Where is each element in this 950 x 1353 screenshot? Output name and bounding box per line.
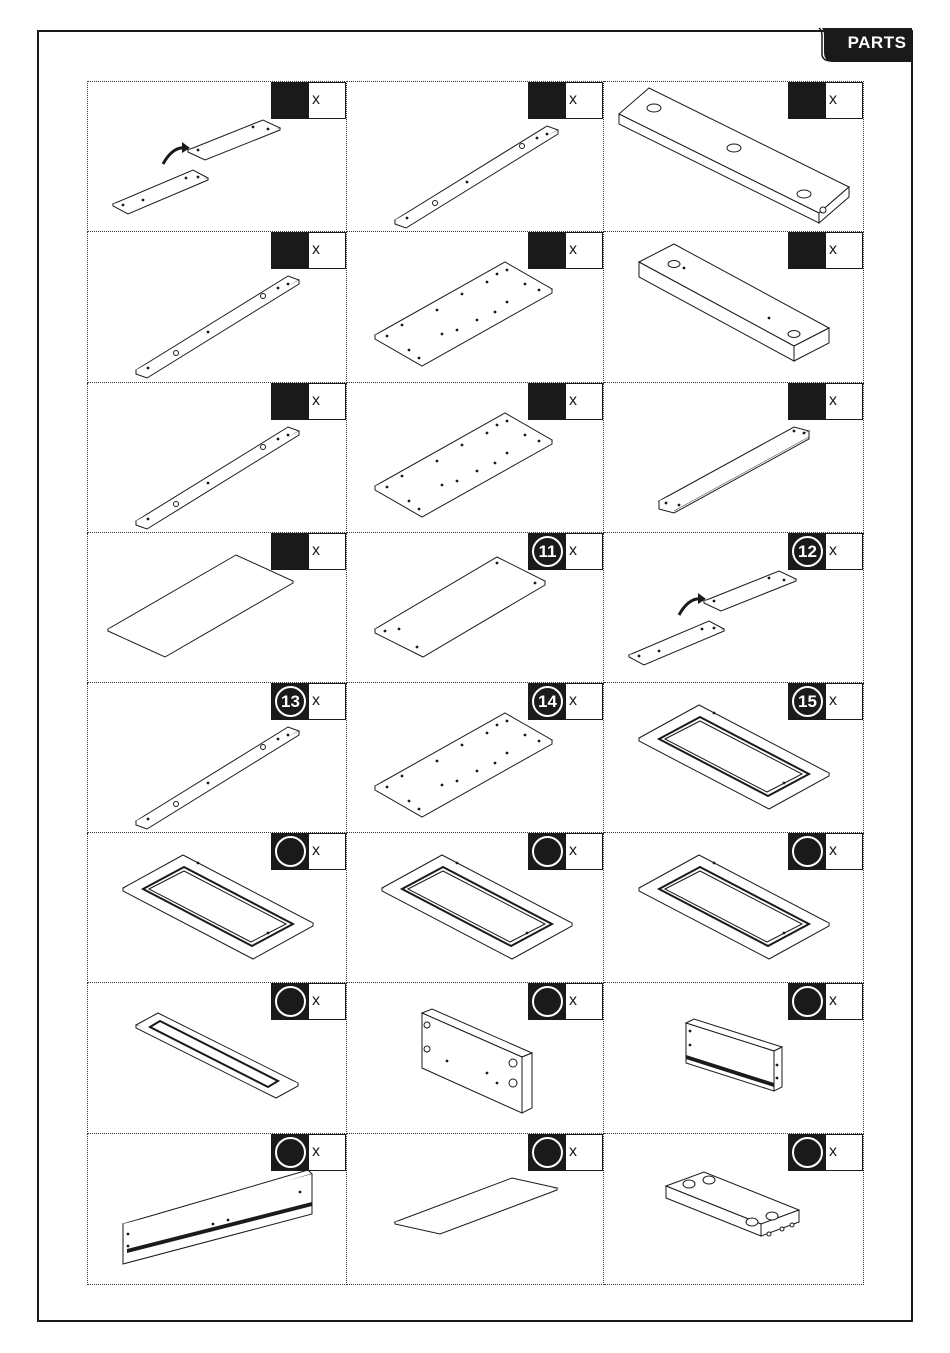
part-badge — [528, 82, 603, 119]
part-cell — [604, 232, 864, 383]
part-qty: x — [829, 692, 837, 709]
part-badge — [528, 1134, 603, 1171]
part-number-box — [788, 232, 826, 269]
part-number-box — [271, 383, 309, 420]
part-number — [532, 986, 563, 1017]
part-qty-box — [826, 383, 863, 420]
part-qty: x — [569, 91, 577, 108]
part-number-box — [528, 82, 566, 119]
part-qty-box — [309, 683, 346, 720]
part-number-box — [528, 533, 566, 570]
part-qty: x — [829, 91, 837, 108]
part-qty: x — [569, 692, 577, 709]
part-badge — [788, 232, 863, 269]
part-qty-box — [826, 983, 863, 1020]
part-qty: x — [829, 241, 837, 258]
part-number — [792, 1137, 823, 1168]
part-qty: x — [829, 542, 837, 559]
part-badge — [271, 983, 346, 1020]
part-qty: x — [569, 241, 577, 258]
part-qty: x — [569, 542, 577, 559]
part-number — [275, 836, 306, 867]
part-number-box — [271, 533, 309, 570]
part-qty-box — [826, 232, 863, 269]
part-badge — [528, 833, 603, 870]
part-number-box — [271, 833, 309, 870]
part-number: 11 — [532, 536, 563, 567]
part-cell — [87, 1134, 347, 1285]
part-qty-box — [566, 232, 603, 269]
part-qty-box — [826, 683, 863, 720]
part-number — [532, 1137, 563, 1168]
part-cell — [87, 81, 347, 232]
part-number-box — [788, 683, 826, 720]
part-number — [532, 836, 563, 867]
part-number: 14 — [532, 686, 563, 717]
part-qty: x — [312, 91, 320, 108]
part-number-box — [788, 82, 826, 119]
part-badge — [788, 1134, 863, 1171]
part-qty-box — [566, 82, 603, 119]
part-cell — [347, 81, 604, 232]
part-cell — [347, 533, 604, 683]
part-cell — [604, 983, 864, 1134]
part-cell — [604, 383, 864, 533]
part-qty: x — [829, 992, 837, 1009]
parts-grid — [87, 81, 864, 1285]
part-qty: x — [312, 392, 320, 409]
part-badge — [271, 383, 346, 420]
part-number: 12 — [792, 536, 823, 567]
part-qty-box — [309, 1134, 346, 1171]
part-qty: x — [312, 1143, 320, 1160]
part-qty: x — [569, 992, 577, 1009]
part-qty: x — [312, 542, 320, 559]
part-qty-box — [566, 683, 603, 720]
part-qty: x — [829, 1143, 837, 1160]
part-badge — [271, 82, 346, 119]
parts-tab-label: PARTS — [847, 33, 907, 52]
part-badge — [528, 983, 603, 1020]
part-cell — [87, 533, 347, 683]
part-qty-box — [826, 82, 863, 119]
part-badge — [788, 983, 863, 1020]
part-qty: x — [569, 1143, 577, 1160]
part-number: 15 — [792, 686, 823, 717]
part-qty: x — [312, 992, 320, 1009]
part-badge — [788, 383, 863, 420]
part-number-box — [788, 533, 826, 570]
part-badge — [271, 1134, 346, 1171]
part-cell — [347, 232, 604, 383]
part-badge — [528, 533, 603, 570]
part-cell — [347, 833, 604, 983]
part-badge — [788, 533, 863, 570]
part-qty: x — [829, 392, 837, 409]
part-cell — [347, 383, 604, 533]
part-qty-box — [566, 533, 603, 570]
part-qty: x — [312, 241, 320, 258]
part-cell — [604, 533, 864, 683]
part-qty-box — [566, 1134, 603, 1171]
part-number-box — [528, 383, 566, 420]
part-badge — [788, 82, 863, 119]
part-cell — [347, 983, 604, 1134]
part-number-box — [528, 683, 566, 720]
part-number-box — [271, 983, 309, 1020]
part-badge — [271, 232, 346, 269]
part-number-box — [528, 232, 566, 269]
part-cell — [347, 1134, 604, 1285]
part-cell — [604, 683, 864, 833]
part-cell — [347, 683, 604, 833]
part-number-box — [788, 1134, 826, 1171]
part-number: 13 — [275, 686, 306, 717]
part-badge — [788, 683, 863, 720]
part-cell — [604, 833, 864, 983]
part-number-box — [271, 683, 309, 720]
part-qty: x — [312, 842, 320, 859]
part-badge — [271, 833, 346, 870]
part-cell — [87, 232, 347, 383]
part-badge — [528, 383, 603, 420]
part-qty-box — [826, 833, 863, 870]
part-qty-box — [309, 232, 346, 269]
part-number — [275, 1137, 306, 1168]
part-qty-box — [309, 833, 346, 870]
part-qty: x — [829, 842, 837, 859]
part-cell — [604, 1134, 864, 1285]
part-cell — [87, 383, 347, 533]
part-qty: x — [569, 392, 577, 409]
part-number-box — [788, 383, 826, 420]
part-qty-box — [309, 983, 346, 1020]
part-qty-box — [826, 1134, 863, 1171]
part-qty-box — [826, 533, 863, 570]
part-badge — [528, 232, 603, 269]
part-qty-box — [566, 383, 603, 420]
part-cell — [87, 983, 347, 1134]
part-number-box — [271, 232, 309, 269]
part-number-box — [528, 833, 566, 870]
part-qty-box — [566, 983, 603, 1020]
part-badge — [788, 833, 863, 870]
part-qty-box — [566, 833, 603, 870]
part-number-box — [788, 833, 826, 870]
part-number — [792, 986, 823, 1017]
part-number-box — [528, 983, 566, 1020]
part-qty: x — [569, 842, 577, 859]
part-badge — [271, 683, 346, 720]
part-cell — [87, 683, 347, 833]
part-badge — [271, 533, 346, 570]
part-number-box — [271, 1134, 309, 1171]
part-qty-box — [309, 82, 346, 119]
part-number-box — [271, 82, 309, 119]
part-qty-box — [309, 383, 346, 420]
part-qty-box — [309, 533, 346, 570]
part-badge — [528, 683, 603, 720]
part-number-box — [788, 983, 826, 1020]
part-number — [792, 836, 823, 867]
part-cell — [604, 81, 864, 232]
part-number — [275, 986, 306, 1017]
part-number-box — [528, 1134, 566, 1171]
part-cell — [87, 833, 347, 983]
part-qty: x — [312, 692, 320, 709]
